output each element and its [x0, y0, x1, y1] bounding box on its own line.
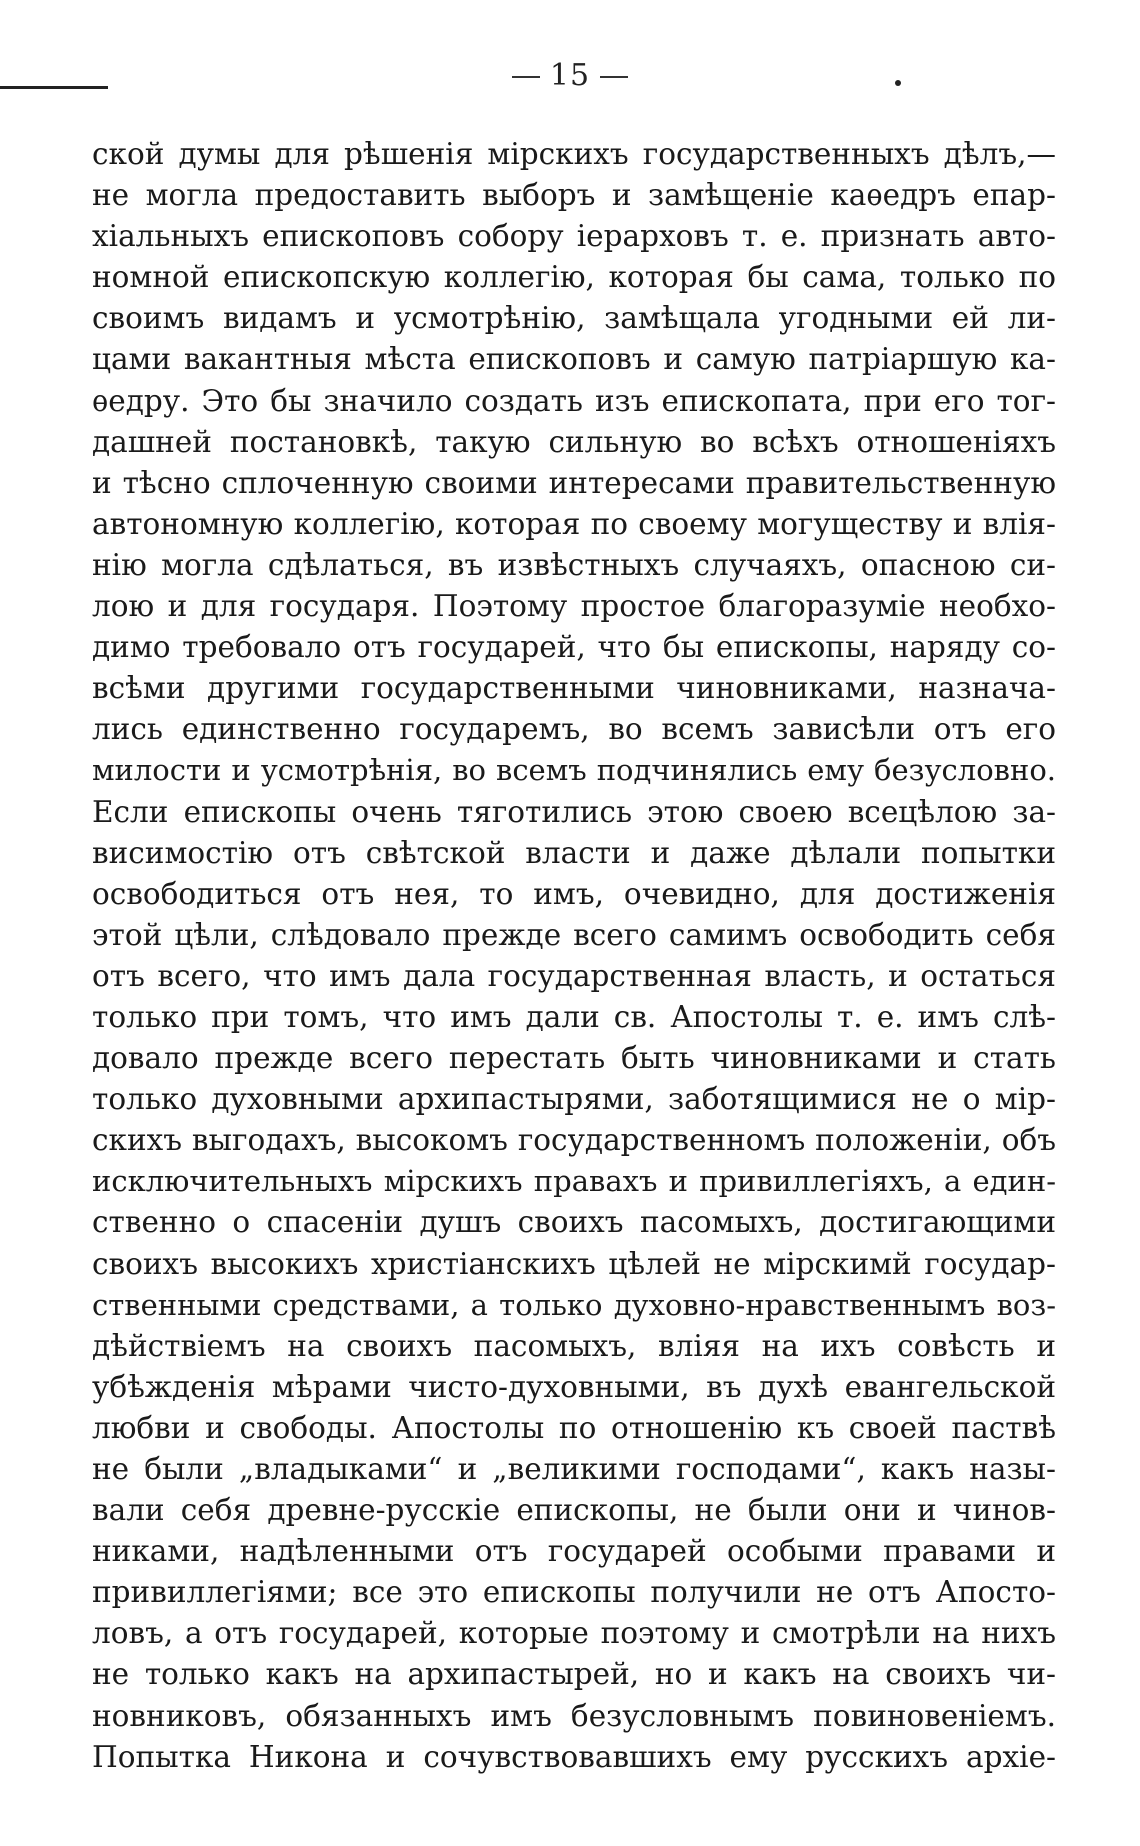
page-number: 15: [549, 58, 591, 93]
body-text: [92, 134, 1056, 1778]
text-line: дѣйствіемъ на своихъ пасомыхъ, вліяя на ихъ совѣсть и: [92, 1328, 1056, 1363]
text-line: не только какъ на архипастырей, но и какъ на своихъ чи-: [92, 1657, 1056, 1692]
text-line: только при томъ, что имъ дали св. Апостолы т. е. имъ слѣ-: [92, 999, 1056, 1034]
text-line: скихъ выгодахъ, высокомъ государственномъ положеніи, объ: [92, 1123, 1056, 1158]
text-line: цами вакантныя мѣста епископовъ и самую патріаршую ка-: [92, 342, 1056, 377]
text-line: номной епископскую коллегію, которая бы сама, только по: [92, 260, 1056, 295]
text-line: новниковъ, обязанныхъ имъ безусловнымъ повиновеніемъ.: [92, 1698, 1056, 1733]
text-line: убѣжденія мѣрами чисто-духовными, въ духѣ евангельской: [92, 1369, 1056, 1404]
text-line: хіальныхъ епископовъ собору іерарховъ т. е. признать авто-: [92, 219, 1056, 254]
text-line: нію могла сдѣлаться, въ извѣстныхъ случаяхъ, опасною си-: [92, 547, 1056, 582]
text-line: любви и свободы. Апостолы по отношенію къ своей паствѣ: [92, 1410, 1056, 1445]
text-line: лись единственно государемъ, во всемъ зависѣли отъ его: [92, 712, 1056, 747]
page-header: [0, 58, 1140, 93]
text-line: только духовными архипастырями, заботящимися не о мір-: [92, 1082, 1056, 1117]
text-line: автономную коллегію, которая по своему могуществу и влія-: [92, 506, 1056, 541]
text-line: отъ всего, что имъ дала государственная власть, и остаться: [92, 958, 1056, 993]
text-line: ловъ, а отъ государей, которые поэтому и смотрѣли на нихъ: [92, 1616, 1056, 1651]
text-line: освободиться отъ нея, то имъ, очевидно, для достиженія: [92, 876, 1056, 911]
text-line: этой цѣли, слѣдовало прежде всего самимъ освободить себя: [92, 917, 1056, 952]
text-line: не были „владыками“ и „великими господами“, какъ назы-: [92, 1452, 1056, 1486]
text-line: висимостію отъ свѣтской власти и даже дѣлали попытки: [92, 835, 1056, 870]
text-line: всѣми другими государственными чиновниками, назнача-: [92, 671, 1056, 706]
text-line: димо требовало отъ государей, что бы епископы, наряду со-: [92, 630, 1056, 665]
text-line: ственными средствами, а только духовно-нравственнымъ воз-: [92, 1287, 1056, 1322]
text-line: Попытка Никона и сочувствовавшихъ ему русскихъ архіе-: [92, 1739, 1056, 1774]
text-line: довало прежде всего перестать быть чиновниками и стать: [92, 1041, 1056, 1076]
text-line: ственно о спасеніи душъ своихъ пасомыхъ, достигающими: [92, 1205, 1056, 1240]
text-line: исключительныхъ мірскихъ правахъ и привиллегіяхъ, а един-: [92, 1164, 1056, 1199]
text-line: лою и для государя. Поэтому простое благоразуміе необхо-: [92, 589, 1056, 624]
text-line: Если епископы очень тяготились этою своею всецѣлою за-: [92, 794, 1056, 829]
text-line: своихъ высокихъ христіанскихъ цѣлей не мірскимй государ-: [92, 1246, 1056, 1281]
text-line: ской думы для рѣшенія мірскихъ государственныхъ дѣлъ,—: [92, 137, 1056, 171]
text-line: ѳедру. Это бы значило создать изъ епископата, при его тог-: [92, 383, 1056, 418]
header-dash-left: [512, 76, 540, 78]
text-line: не могла предоставить выборъ и замѣщеніе каѳедръ епар-: [92, 178, 1056, 213]
text-line: своимъ видамъ и усмотрѣнію, замѣщала угодными ей ли-: [92, 301, 1056, 336]
header-dash-right: [600, 76, 628, 78]
text-line: привиллегіями; все это епископы получили не отъ Апосто-: [92, 1575, 1056, 1610]
text-line: никами, надѣленными отъ государей особыми правами и: [92, 1534, 1056, 1569]
text-line: вали себя древне-русскіе епископы, не были они и чинов-: [92, 1493, 1056, 1528]
text-line: милости и усмотрѣнія, во всемъ подчинялись ему безусловно.: [92, 753, 1056, 788]
text-line: дашней постановкѣ, такую сильную во всѣхъ отношеніяхъ: [92, 424, 1056, 459]
text-line: и тѣсно сплоченную своими интересами правительственную: [92, 465, 1056, 500]
